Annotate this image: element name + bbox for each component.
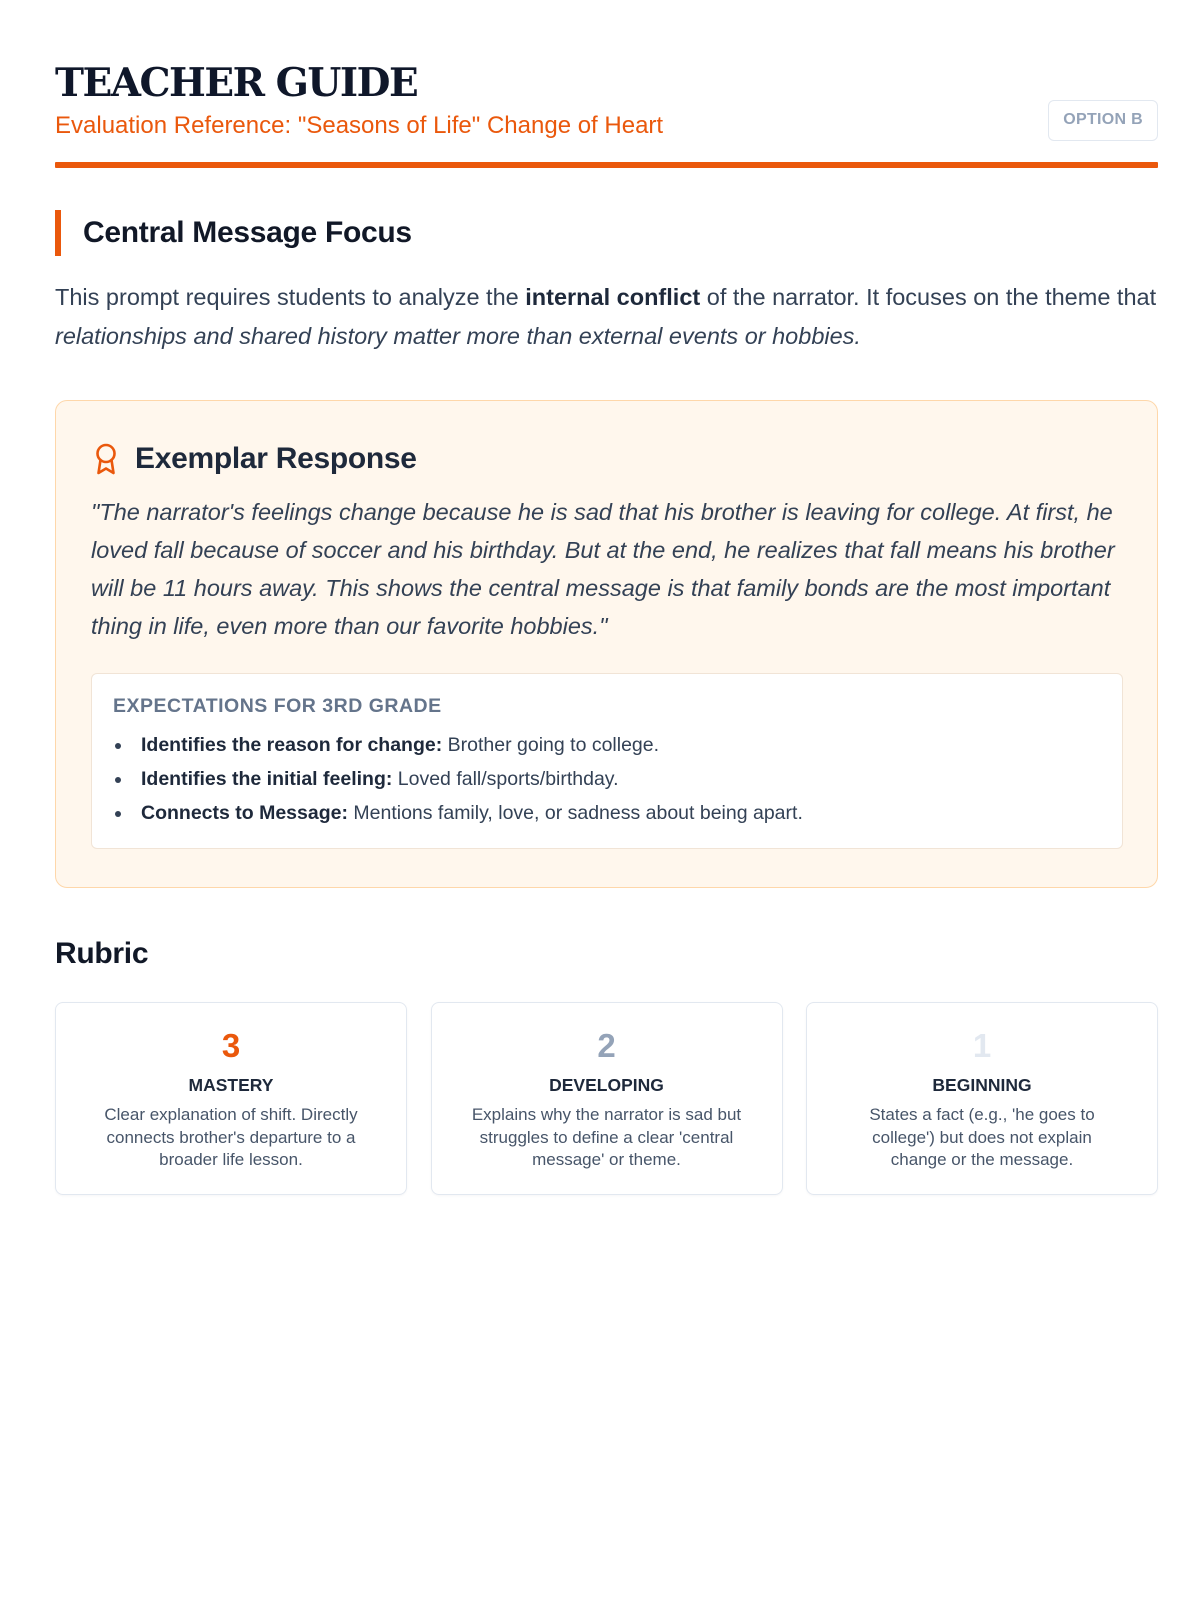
guide-header bbox=[55, 0, 1158, 168]
rubric-score: 1 bbox=[972, 1027, 992, 1064]
rubric-description: Explains why the narrator is sad but struggles to define a clear 'central message' or theme. bbox=[471, 1105, 742, 1169]
exemplar-title: Exemplar Response bbox=[135, 442, 417, 475]
expectations-title: EXPECTATIONS FOR 3RD GRADE bbox=[113, 695, 442, 717]
expectations-list bbox=[113, 728, 1102, 830]
rubric-description: States a fact (e.g., 'he goes to college') but does not explain change or the message. bbox=[869, 1105, 1095, 1169]
exemplar-heading bbox=[91, 439, 1123, 479]
page-title: TEACHER GUIDE bbox=[55, 60, 418, 106]
list-item bbox=[113, 728, 1102, 762]
intro-text-2: of the narrator. It focuses on the theme that bbox=[700, 284, 1157, 310]
section-accent-bar bbox=[55, 210, 61, 256]
rubric-card-mastery bbox=[55, 1002, 407, 1195]
rubric-description: Clear explanation of shift. Directly connects brother's departure to a broader life lesson. bbox=[104, 1105, 358, 1169]
option-badge: OPTION B bbox=[1048, 100, 1158, 141]
central-message-description bbox=[55, 278, 1158, 356]
intro-bold-term: internal conflict bbox=[525, 284, 701, 310]
teacher-guide-page bbox=[55, 0, 1158, 1195]
rubric-level-label: BEGINNING bbox=[932, 1075, 1032, 1095]
intro-theme: relationships and shared history matter more than external events or hobbies. bbox=[55, 323, 861, 349]
list-item bbox=[113, 796, 1102, 830]
rubric-level-label: DEVELOPING bbox=[549, 1075, 664, 1095]
expectation-label: Connects to Message: bbox=[141, 802, 348, 824]
rubric-title: Rubric bbox=[55, 937, 149, 970]
expectations-box bbox=[91, 673, 1123, 849]
exemplar-quote: "The narrator's feelings change because he is sad that his brother is leaving for college. At first, he loved fall because of soccer and his birthday. But at the end, he realizes that fall means his brother will be 11 hours away. This shows the central message is that family bonds are the most important thing in life, even more than our favorite hobbies." bbox=[91, 499, 1115, 639]
rubric-level-label: MASTERY bbox=[188, 1075, 274, 1095]
rubric-card-developing bbox=[431, 1002, 783, 1195]
expectation-label: Identifies the initial feeling: bbox=[141, 768, 393, 790]
page-subtitle: Evaluation Reference: "Seasons of Life" Change of Heart bbox=[55, 112, 664, 139]
rubric-card-beginning bbox=[806, 1002, 1158, 1195]
central-message-heading bbox=[55, 210, 1158, 256]
rubric-score: 2 bbox=[597, 1027, 616, 1064]
expectation-text: Loved fall/sports/birthday. bbox=[392, 768, 619, 790]
rubric-score: 3 bbox=[221, 1027, 241, 1064]
expectation-label: Identifies the reason for change: bbox=[141, 734, 443, 756]
exemplar-response-card bbox=[55, 400, 1158, 888]
section-title: Central Message Focus bbox=[83, 216, 412, 249]
list-item bbox=[113, 762, 1102, 796]
expectation-text: Mentions family, love, or sadness about being apart. bbox=[347, 802, 803, 824]
header-divider bbox=[55, 162, 1158, 168]
award-icon bbox=[91, 442, 121, 476]
rubric-grid bbox=[55, 1002, 1158, 1195]
intro-text-1: This prompt requires students to analyze the bbox=[55, 284, 526, 310]
expectation-text: Brother going to college. bbox=[442, 734, 660, 756]
